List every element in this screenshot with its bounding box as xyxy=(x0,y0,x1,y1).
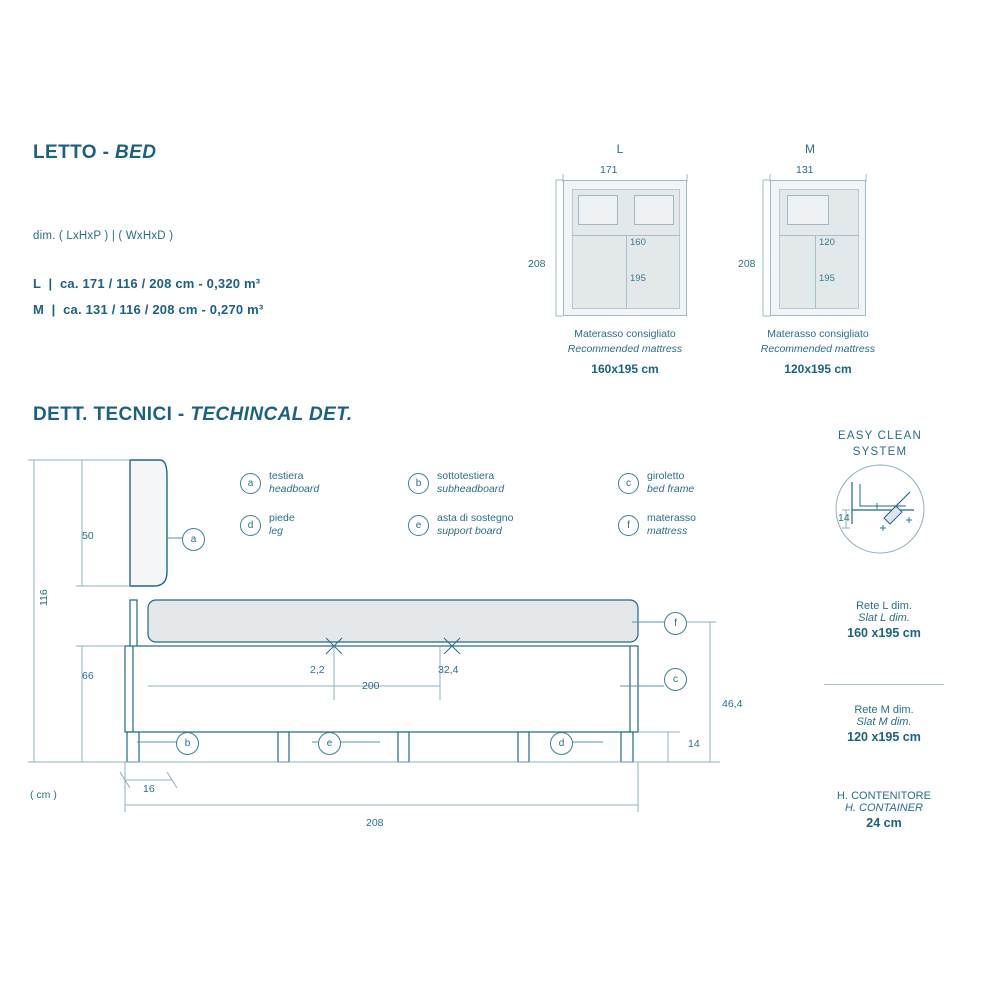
side-divider xyxy=(824,684,944,685)
size-sep-l: | xyxy=(44,276,57,291)
measure-depth-total: 208 xyxy=(366,817,384,829)
plan-m-inner-width: 120 xyxy=(819,237,835,248)
plan-m-caption-en: Recommended mattress xyxy=(760,343,876,355)
plan-l-caption-it: Materasso consigliato xyxy=(574,328,676,340)
measure-inner-length: 200 xyxy=(362,680,380,692)
legend-marker-e: e xyxy=(408,515,429,536)
unit-label: ( cm ) xyxy=(30,789,57,801)
measure-right-height: 46,4 xyxy=(722,698,743,710)
measure-leg-height: 14 xyxy=(688,738,700,750)
legend-d-en: leg xyxy=(269,525,284,538)
headboard-shape xyxy=(130,460,167,586)
size-text-l: ca. 171 / 116 / 208 cm - 0,320 m³ xyxy=(60,276,261,291)
plan-letter-l: L xyxy=(616,142,624,156)
measure-gap: 32,4 xyxy=(438,664,459,676)
mattress-shape xyxy=(148,600,638,642)
rete-m-val: 120 x195 cm xyxy=(847,730,921,744)
leg-mid-1 xyxy=(278,732,289,762)
tech-title-en: TECHINCAL DET. xyxy=(190,404,353,425)
container-it: H. CONTENITORE xyxy=(837,790,931,802)
measure-total-height: 116 xyxy=(38,589,50,606)
legend-marker-f: f xyxy=(618,515,639,536)
tech-title xyxy=(33,404,353,426)
size-code-m: M xyxy=(33,302,45,317)
plan-view-m xyxy=(740,142,880,156)
legend-c-it: giroletto xyxy=(647,470,685,482)
bed-side-view-drawing xyxy=(20,450,743,850)
callout-f: f xyxy=(664,612,687,635)
plan-l-depth-label: 208 xyxy=(528,258,546,270)
plan-letter-m: M xyxy=(805,142,815,156)
legend-marker-a: a xyxy=(240,473,261,494)
legend-f-it: materasso xyxy=(647,512,697,524)
legend-f-en: mattress xyxy=(647,525,688,538)
plan-m-caption-value: 120x195 cm xyxy=(784,362,852,376)
plan-view-l xyxy=(540,142,700,156)
leg-mid-3 xyxy=(518,732,529,762)
legend-e-it: asta di sostegno xyxy=(437,512,514,524)
plan-m-width-label: 131 xyxy=(796,164,814,176)
callout-a: a xyxy=(182,528,205,551)
legend-d-it: piede xyxy=(269,512,295,524)
rete-m-it: Rete M dim. xyxy=(854,704,914,716)
easy-clean-value: 14 xyxy=(838,512,850,524)
size-text-m: ca. 131 / 116 / 208 cm - 0,270 m³ xyxy=(63,302,264,317)
easy-clean-icon xyxy=(822,462,938,556)
page-title xyxy=(33,142,156,164)
container-val: 24 cm xyxy=(866,816,902,830)
measure-foot-offset: 16 xyxy=(143,783,155,795)
rete-l-val: 160 x195 cm xyxy=(847,626,921,640)
tech-title-it: DETT. TECNICI - xyxy=(33,404,191,425)
rete-l-en: Slat L dim. xyxy=(858,612,910,624)
legend-marker-d: d xyxy=(240,515,261,536)
size-sep-m: | xyxy=(47,302,60,317)
legend-marker-c: c xyxy=(618,473,639,494)
rete-l-it: Rete L dim. xyxy=(856,600,912,612)
side-block-rete-l xyxy=(810,600,958,640)
plan-m-dimension-ticks xyxy=(730,160,890,330)
leg-mid-2 xyxy=(398,732,409,762)
bed-frame-shape xyxy=(125,646,638,732)
measure-frame-height: 66 xyxy=(82,670,94,682)
page-title-en: BED xyxy=(115,142,157,163)
plan-l-caption-en: Recommended mattress xyxy=(567,343,683,355)
legend-marker-b: b xyxy=(408,473,429,494)
easy-clean-title-line1: EASY CLEAN xyxy=(837,430,922,442)
side-block-rete-m xyxy=(810,704,958,744)
legend-e-en: support board xyxy=(437,525,502,538)
plan-l-width-label: 171 xyxy=(600,164,618,176)
legend-a-it: testiera xyxy=(269,470,304,482)
legend-b-en: subheadboard xyxy=(437,483,505,496)
callout-b: b xyxy=(176,732,199,755)
callout-c: c xyxy=(664,668,687,691)
legend-a-en: headboard xyxy=(269,483,320,496)
plan-l-inner-depth: 195 xyxy=(630,273,646,284)
dimension-label: dim. ( LxHxP ) | ( WxHxD ) xyxy=(33,230,174,242)
size-line-l xyxy=(33,276,260,291)
page-title-it: LETTO - xyxy=(33,142,116,163)
side-block-container xyxy=(800,790,968,830)
size-code-l: L xyxy=(33,276,41,291)
plan-l-caption-value: 160x195 cm xyxy=(591,362,659,376)
plan-m-inner-depth: 195 xyxy=(819,273,835,284)
plan-m-depth-label: 208 xyxy=(738,258,756,270)
rete-m-en: Slat M dim. xyxy=(856,716,912,728)
plan-l-inner-width: 160 xyxy=(630,237,646,248)
leg-left xyxy=(127,732,139,762)
leg-right xyxy=(621,732,633,762)
callout-d: d xyxy=(550,732,573,755)
size-line-m xyxy=(33,302,263,317)
plan-m-caption-it: Materasso consigliato xyxy=(767,328,869,340)
container-en: H. CONTAINER xyxy=(844,802,924,814)
callout-e: e xyxy=(318,732,341,755)
plan-l-dimension-ticks xyxy=(520,160,710,330)
measure-thickness: 2,2 xyxy=(310,664,325,676)
measure-headboard-height: 50 xyxy=(82,530,94,542)
legend-c-en: bed frame xyxy=(647,483,695,496)
legend-b-it: sottotestiera xyxy=(437,470,495,482)
easy-clean-title-line2: SYSTEM xyxy=(852,446,908,458)
